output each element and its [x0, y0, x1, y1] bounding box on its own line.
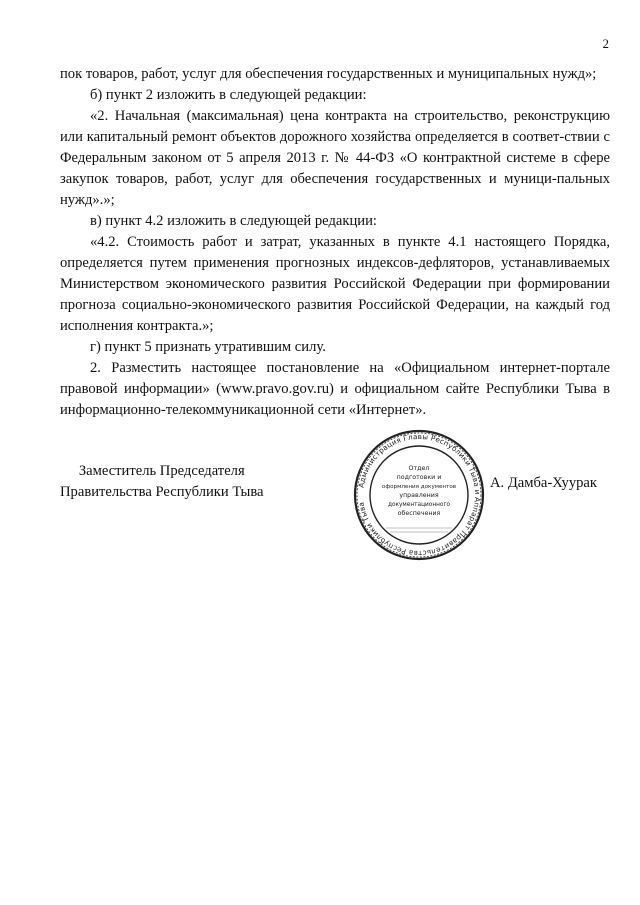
seal-center-line-5: документационного [387, 502, 451, 508]
seal-center-line-2: подготовки и [396, 474, 442, 481]
seal-center-line-3: оформления документов [381, 484, 457, 490]
paragraph-item-v: в) пункт 4.2 изложить в следующей редакции: [90, 213, 377, 229]
paragraph-quote-4-2: «4.2. Стоимость работ и затрат, указанных в пункте 4.1 настоящего Порядка, определяется путем применения прогнозных индексов-дефляторов, устанавливаемых Министерством экономического развития Российской Федерации при формировании прогноза социально-экономического развития Российской Федерации, на каждый год исполнения контракта.»; [60, 234, 610, 334]
signatory-name: А. Дамба-Хуурак [490, 475, 597, 491]
paragraph-item-b: б) пункт 2 изложить в следующей редакции: [90, 87, 367, 103]
seal-center-line-6: обеспечения [397, 510, 441, 517]
seal-center-line-1: Отдел [408, 465, 430, 472]
signatory-title [60, 461, 264, 503]
paragraph-item-g: г) пункт 5 признать утратившим силу. [90, 339, 326, 355]
document-body [60, 64, 610, 421]
official-seal [352, 428, 486, 562]
paragraph-quote-2: «2. Начальная (максимальная) цена контракта на строительство, реконструкцию или капитальный ремонт объектов дорожного хозяйства определяется в соответ-ствии с Федеральным законом от 5 апреля 2013 г. № 44-ФЗ «О контрактной системе в сфере закупок товаров, работ, услуг для обеспечения государственных и муници-пальных нужд».»; [60, 108, 610, 208]
signatory-title-line1: Заместитель Председателя [78, 463, 245, 479]
paragraph-continuation: пок товаров, работ, услуг для обеспечения государственных и муниципальных нужд»; [60, 66, 597, 82]
signatory-title-line2: Правительства Республики Тыва [60, 484, 264, 500]
seal-outer-text: Администрация Главы Республики Тыва и Аппарат Правительства Республики Тыва [356, 431, 483, 559]
page-number: 2 [602, 36, 609, 51]
paragraph-point-2: 2. Разместить настоящее постановление на «Официальном интернет-портале правовой информации» (www.pravo.gov.ru) и официальном сайте Республики Тыва в информационно-телекоммуникационной сети «Интернет». [60, 360, 610, 418]
seal-center-line-4: управления [399, 492, 439, 499]
